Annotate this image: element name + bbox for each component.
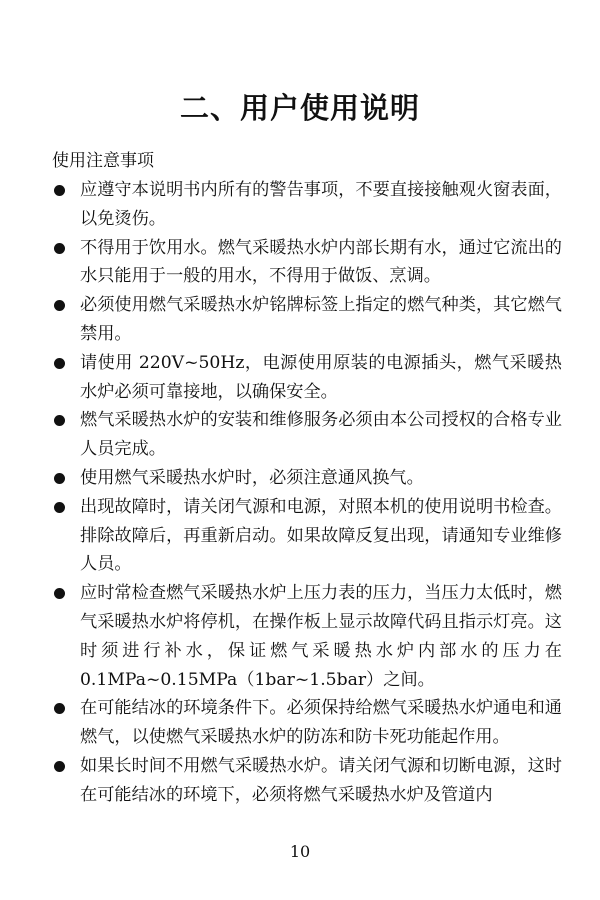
list-item <box>52 752 562 810</box>
bullet-icon <box>54 243 65 254</box>
list-item-text: 请使用 220V~50Hz，电源使用原装的电源插头，燃气采暖热水炉必须可靠接地，以确保安全。 <box>80 352 562 402</box>
bullet-icon <box>54 473 65 484</box>
list-item-text: 在可能结冰的环境条件下。必须保持给燃气采暖热水炉通电和通燃气，以使燃气采暖热水炉的防冻和防卡死功能起作用。 <box>80 698 562 748</box>
list-item-text: 如果长时间不用燃气采暖热水炉。请关闭气源和切断电源，这时在可能结冰的环境下，必须将燃气采暖热水炉及管道内 <box>80 755 562 805</box>
bullet-icon <box>54 761 65 772</box>
list-item <box>52 464 562 493</box>
list-item <box>52 176 562 234</box>
list-item <box>52 694 562 752</box>
page-number: 10 <box>289 842 311 861</box>
bullet-icon <box>54 502 65 513</box>
bullet-icon <box>54 185 65 196</box>
list-item <box>52 406 562 464</box>
precautions-list <box>52 176 562 810</box>
list-item <box>52 291 562 349</box>
list-item-text: 使用燃气采暖热水炉时，必须注意通风换气。 <box>80 467 424 488</box>
list-item-text: 燃气采暖热水炉的安装和维修服务必须由本公司授权的合格专业人员完成。 <box>80 410 562 460</box>
list-item-text: 出现故障时，请关闭气源和电源，对照本机的使用说明书检查。排除故障后，再重新启动。如果故障反复出现，请通知专业维修人员。 <box>80 496 562 575</box>
list-item-text: 不得用于饮用水。燃气采暖热水炉内部长期有水，通过它流出的水只能用于一般的用水，不得用于做饭、烹调。 <box>80 237 562 287</box>
bullet-icon <box>54 300 65 311</box>
list-item-text: 必须使用燃气采暖热水炉铭牌标签上指定的燃气种类，其它燃气禁用。 <box>80 295 562 344</box>
bullet-icon <box>54 415 65 426</box>
list-item <box>52 234 562 292</box>
list-item <box>52 349 562 407</box>
list-item-text: 应遵守本说明书内所有的警告事项，不要直接接触观火窗表面，以免烫伤。 <box>80 180 562 229</box>
bullet-icon <box>54 358 65 369</box>
list-item <box>52 579 562 694</box>
bullet-icon <box>54 588 65 599</box>
list-item-text: 应时常检查燃气采暖热水炉上压力表的压力，当压力太低时，燃气采暖热水炉将停机，在操作板上显示故障代码且指示灯亮。这时须进行补水，保证燃气采暖热水炉内部水的压力在 0.1MPa~0.15MPa（1bar~1.5bar）之间。 <box>80 583 562 690</box>
bullet-icon <box>54 703 65 714</box>
section-subheading: 使用注意事项 <box>52 151 154 171</box>
list-item <box>52 493 562 579</box>
page-title: 二、用户使用说明 <box>179 91 420 125</box>
